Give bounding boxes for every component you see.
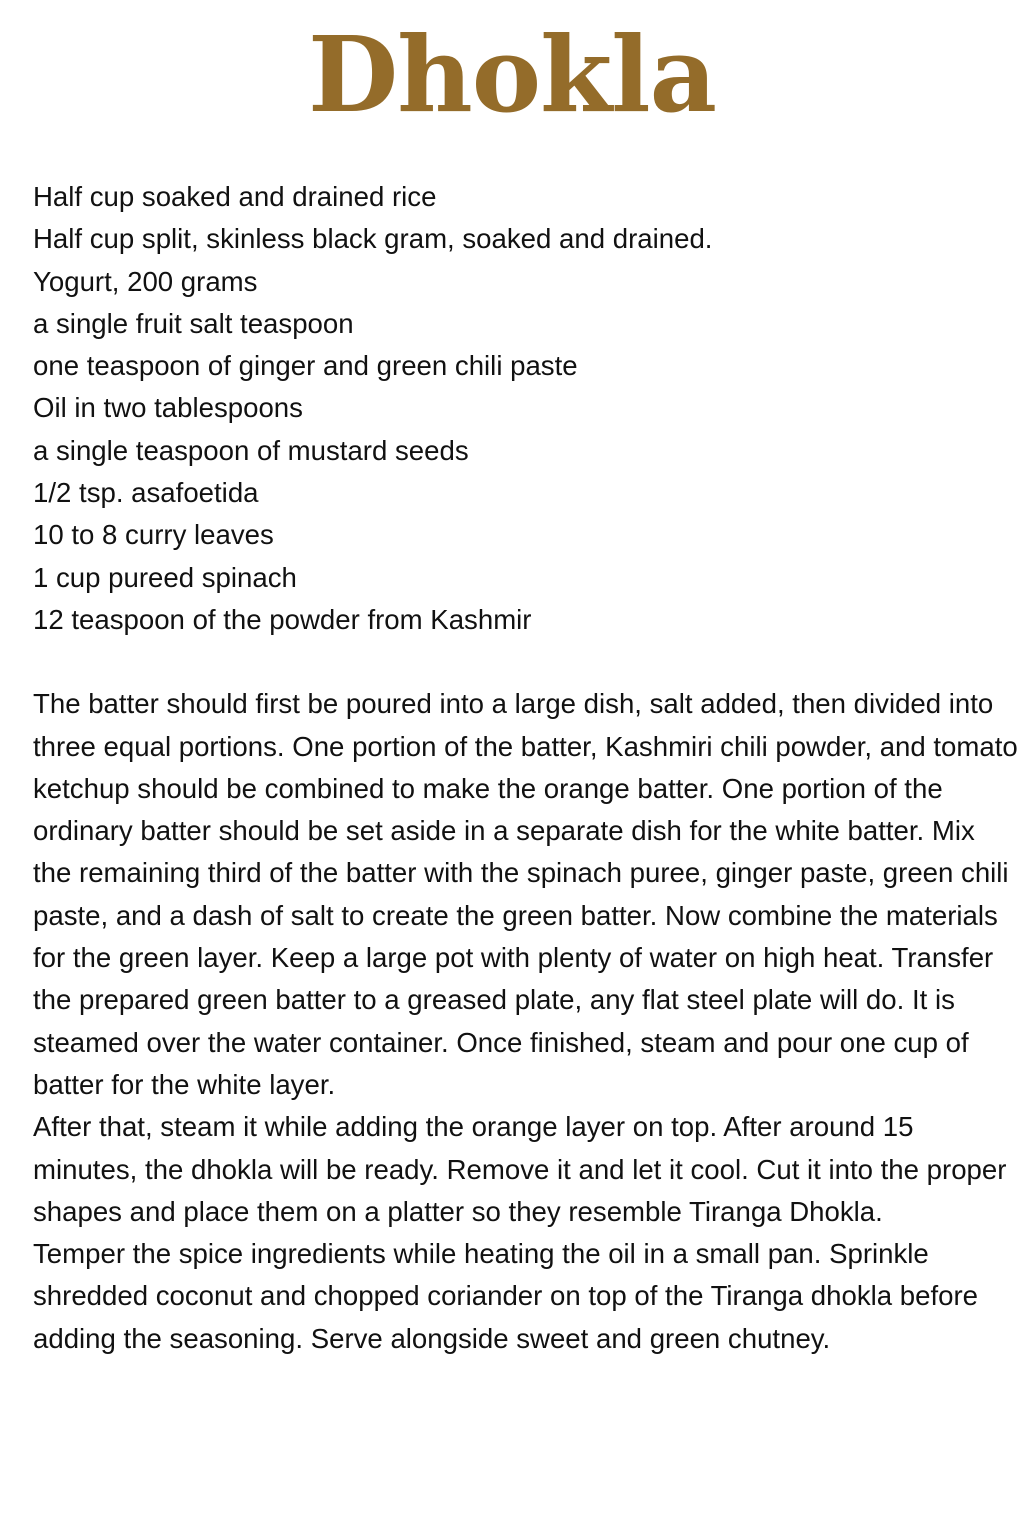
- ingredient-item: 12 teaspoon of the powder from Kashmir: [33, 603, 532, 635]
- ingredient-item: a single fruit salt teaspoon: [33, 307, 354, 339]
- ingredient-item: 1/2 tsp. asafoetida: [33, 477, 259, 509]
- method-section: [33, 683, 1018, 1360]
- recipe-title: Dhokla: [307, 13, 717, 136]
- method-paragraph: Temper the spice ingredients while heating the oil in a small pan. Sprinkle shredded coconut and chopped coriander on top of the Tiranga dhokla before adding the seasoning. Serve alongside sweet and green chutney.: [33, 1238, 979, 1354]
- ingredient-item: Oil in two tablespoons: [33, 392, 303, 424]
- ingredients-list: [33, 176, 1018, 641]
- method-paragraph: After that, steam it while adding the orange layer on top. After around 15 minutes, the dhokla will be ready. Remove it and let it cool. Cut it into the proper shapes and place them on a platter so they resemble Tiranga Dhokla.: [33, 1111, 1007, 1227]
- ingredient-item: 10 to 8 curry leaves: [33, 519, 274, 551]
- ingredient-item: Half cup soaked and drained rice: [33, 181, 437, 212]
- recipe-content: [33, 176, 1018, 1360]
- ingredient-item: a single teaspoon of mustard seeds: [33, 434, 469, 466]
- ingredient-item: one teaspoon of ginger and green chili paste: [33, 350, 578, 382]
- ingredient-item: Half cup split, skinless black gram, soaked and drained.: [33, 223, 713, 255]
- ingredient-item: Yogurt, 200 grams: [33, 265, 258, 297]
- ingredient-item: 1 cup pureed spinach: [33, 561, 297, 593]
- method-paragraph: The batter should first be poured into a large dish, salt added, then divided into three equal portions. One portion of the batter, Kashmiri chili powder, and tomato ketchup should be combined to make the orange batter. One portion of the ordinary batter should be set aside in a separate dish for the white batter. Mix the remaining third of the batter with the spinach puree, ginger paste, green chili paste, and a dash of salt to create the green batter. Now combine the materials for the green layer. Keep a large pot with plenty of water on high heat. Transfer the prepared green batter to a greased plate, any flat steel plate will do. It is steamed over the water container. Once finished, steam and pour one cup of batter for the white layer.: [33, 688, 1018, 1100]
